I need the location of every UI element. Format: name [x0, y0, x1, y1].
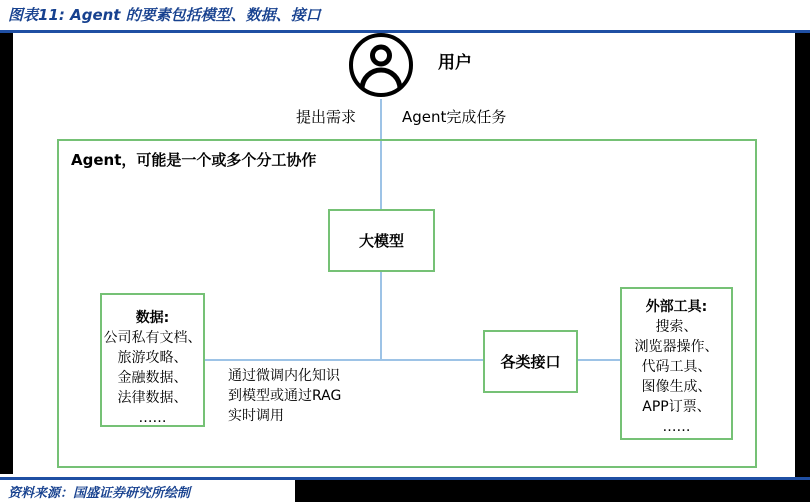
- tools-box-item: 图像生成、: [641, 379, 712, 395]
- agent-container-label: Agent，可能是一个或多个分工协作: [71, 151, 317, 169]
- data-box-item: 金融数据、: [117, 370, 188, 386]
- data-box-title: 数据:: [135, 310, 170, 326]
- bottom-black-strip: [295, 480, 810, 502]
- tools-box-item: APP订票、: [642, 399, 711, 415]
- connector-model-bus: [380, 272, 382, 360]
- right-edge-bar: [795, 33, 810, 502]
- tools-box-title: 外部工具:: [645, 299, 708, 315]
- data-box-item: 公司私有文档、: [103, 330, 202, 346]
- tools-box-item: 浏览器操作、: [634, 339, 719, 355]
- data-box-item: 法律数据、: [117, 390, 188, 406]
- data-box-item: 旅游攻略、: [117, 350, 188, 366]
- rag-note-line: 通过微调内化知识: [228, 368, 340, 384]
- tools-box-item: 搜索、: [655, 319, 698, 335]
- figure-title: 图表11: Agent 的要素包括模型、数据、接口: [8, 6, 321, 24]
- interface-box: [483, 330, 578, 393]
- data-box-item: ……: [138, 410, 167, 426]
- user-icon: [348, 32, 414, 98]
- rag-note-line: 到模型或通过RAG: [228, 388, 342, 404]
- connector-interface-tools: [578, 359, 620, 361]
- connector-data-interface: [205, 359, 483, 361]
- tools-box-item: 代码工具、: [641, 359, 712, 375]
- request-edge-label: 提出需求: [296, 108, 357, 126]
- rag-note: [228, 366, 341, 426]
- source-note: 资料来源：国盛证券研究所绘制: [8, 486, 191, 501]
- model-box-label: 大模型: [358, 232, 404, 250]
- data-box: [100, 293, 205, 427]
- complete-edge-label: Agent完成任务: [402, 108, 507, 126]
- tools-box-item: ……: [662, 419, 691, 435]
- rag-note-line: 实时调用: [228, 408, 284, 424]
- tools-box: [620, 287, 733, 440]
- interface-box-label: 各类接口: [500, 353, 561, 371]
- user-label: 用户: [438, 53, 472, 73]
- left-edge-bar: [0, 33, 13, 474]
- model-box: [328, 209, 435, 272]
